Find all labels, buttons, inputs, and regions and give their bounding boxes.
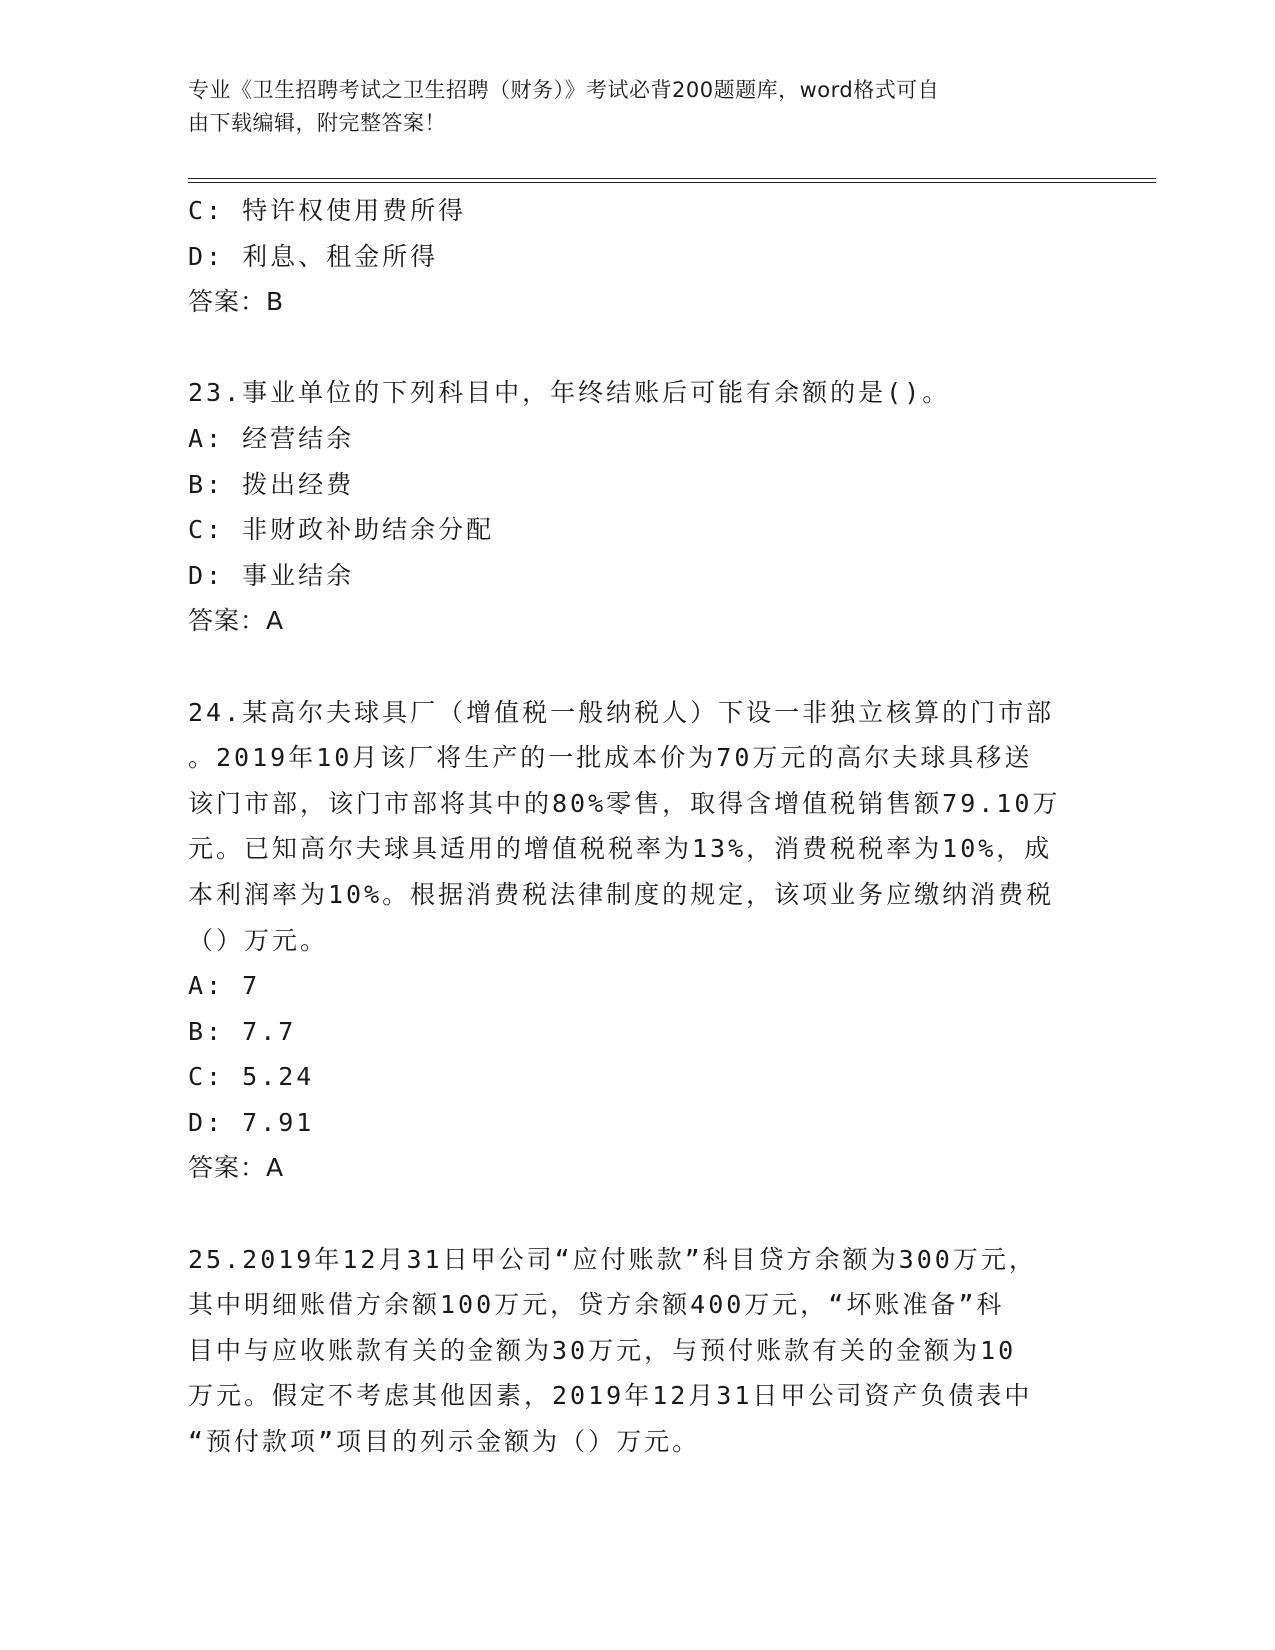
q24-stem bbox=[188, 690, 1088, 964]
header-line-2: 由下载编辑，附完整答案！ bbox=[188, 111, 446, 135]
q24-option-a: A: 7 bbox=[188, 971, 261, 1001]
question-content bbox=[188, 188, 1088, 1465]
page-header bbox=[188, 74, 1068, 140]
q24-stem-line: 该门市部，该门市部将其中的80%零售，取得含增值税销售额79.10万 bbox=[188, 788, 1061, 818]
q25-stem-line: “预付款项”项目的列示金额为（）万元。 bbox=[188, 1427, 701, 1457]
q25-stem bbox=[188, 1237, 1088, 1465]
header-line-1: 专业《卫生招聘考试之卫生招聘（财务）》考试必背200题题库，word格式可自 bbox=[188, 78, 940, 102]
q25-stem-line: 万元。假定不考虑其他因素，2019年12月31日甲公司资产负债表中 bbox=[188, 1381, 1033, 1411]
header-divider bbox=[188, 178, 1156, 183]
q24-option-c: C: 5.24 bbox=[188, 1062, 315, 1092]
q23-answer: 答案：A bbox=[188, 606, 285, 636]
spacer bbox=[188, 325, 1088, 371]
q23-option-d: D: 事业结余 bbox=[188, 560, 355, 590]
q24-stem-line: 。2019年10月该厂将生产的一批成本价为70万元的高尔夫球具移送 bbox=[188, 743, 1033, 773]
prev-option-c: C: 特许权使用费所得 bbox=[188, 196, 467, 225]
q25-stem-line: 其中明细账借方余额100万元，贷方余额400万元，“坏账准备”科 bbox=[188, 1290, 1005, 1320]
q25-stem-line: 25.2019年12月31日甲公司“应付账款”科目贷方余额为300万元， bbox=[188, 1244, 1037, 1274]
q24-stem-line: （）万元。 bbox=[188, 925, 329, 955]
q25-stem-line: 目中与应收账款有关的金额为30万元，与预付账款有关的金额为10 bbox=[188, 1335, 1017, 1365]
q23-option-b: B: 拨出经费 bbox=[188, 469, 355, 499]
spacer bbox=[188, 1191, 1088, 1237]
q24-stem-line: 本利润率为10%。根据消费税法律制度的规定，该项业务应缴纳消费税 bbox=[188, 879, 1055, 909]
prev-option-d: D: 利息、租金所得 bbox=[188, 241, 439, 271]
q23-option-a: A: 经营结余 bbox=[188, 423, 355, 453]
q24-option-b: B: 7.7 bbox=[188, 1016, 297, 1046]
prev-answer: 答案：B bbox=[188, 287, 285, 317]
q24-option-d: D: 7.91 bbox=[188, 1107, 315, 1137]
q23-stem: 23.事业单位的下列科目中，年终结账后可能有余额的是()。 bbox=[188, 378, 951, 408]
spacer bbox=[188, 644, 1088, 690]
q24-stem-line: 元。已知高尔夫球具适用的增值税税率为13%，消费税税率为10%，成 bbox=[188, 834, 1053, 864]
q24-answer: 答案：A bbox=[188, 1153, 285, 1183]
q23-option-c: C: 非财政补助结余分配 bbox=[188, 515, 495, 545]
q24-stem-line: 24.某高尔夫球具厂（增值税一般纳税人）下设一非独立核算的门市部 bbox=[188, 697, 1055, 727]
